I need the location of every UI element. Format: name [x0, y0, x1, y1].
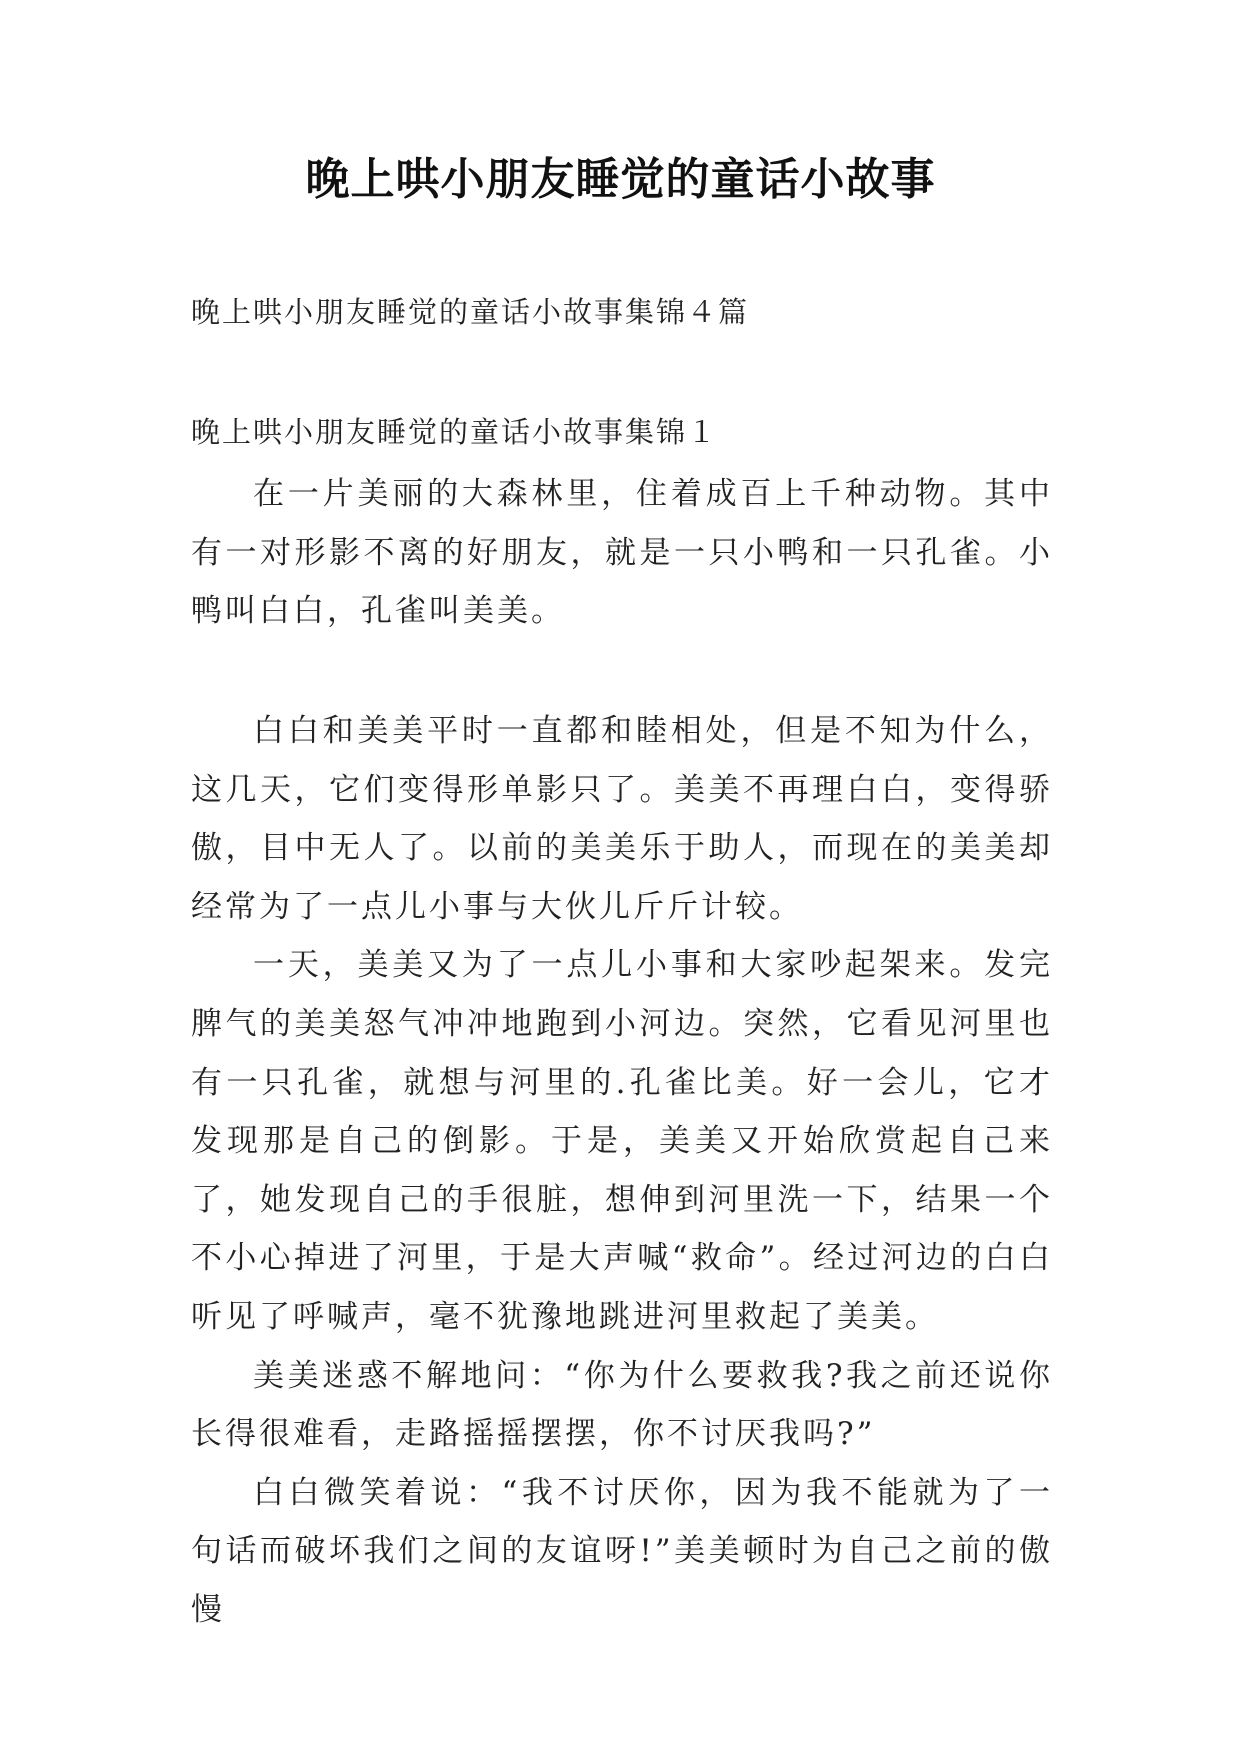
story-paragraph: 一天，美美又为了一点儿小事和大家吵起架来。发完脾气的美美怒气冲冲地跑到小河边。突然，它看见河里也有一只孔雀，就想与河里的.孔雀比美。好一会儿，它才发现那是自己的倒影。于是，美美又开始欣赏起自己来了，她发现自己的手很脏，想伸到河里洗一下，结果一个不小心掉进了河里，于是大声喊“救命”。经过河边的白白听见了呼喊声，毫不犹豫地跳进河里救起了美美。: [191, 947, 1053, 1335]
section-heading: 晚上哄小朋友睡觉的童话小故事集锦１: [191, 415, 719, 449]
story-paragraph: 在一片美丽的大森林里，住着成百上千种动物。其中有一对形影不离的好朋友，就是一只小鸭和一只孔雀。小鸭叫白白，孔雀叫美美。: [191, 476, 1053, 630]
document-title: 晚上哄小朋友睡觉的童话小故事: [305, 154, 936, 205]
story-intro-block: [191, 465, 1053, 641]
story-paragraph: 白白和美美平时一直都和睦相处，但是不知为什么，这几天，它们变得形单影只了。美美不再理白白，变得骄傲，目中无人了。以前的美美乐于助人，而现在的美美却经常为了一点儿小事与大伙儿斤斤计较。: [191, 713, 1053, 925]
story-paragraph: 美美迷惑不解地问：“你为什么要救我?我之前还说你长得很难看，走路摇摇摆摆，你不讨厌我吗?”: [191, 1357, 1053, 1453]
story-paragraph: 白白微笑着说：“我不讨厌你，因为我不能就为了一句话而破坏我们之间的友谊呀!”美美顿时为自己之前的傲慢: [191, 1474, 1053, 1628]
document-subtitle: 晚上哄小朋友睡觉的童话小故事集锦４篇: [191, 295, 750, 329]
story-body-block: [191, 702, 1053, 1640]
